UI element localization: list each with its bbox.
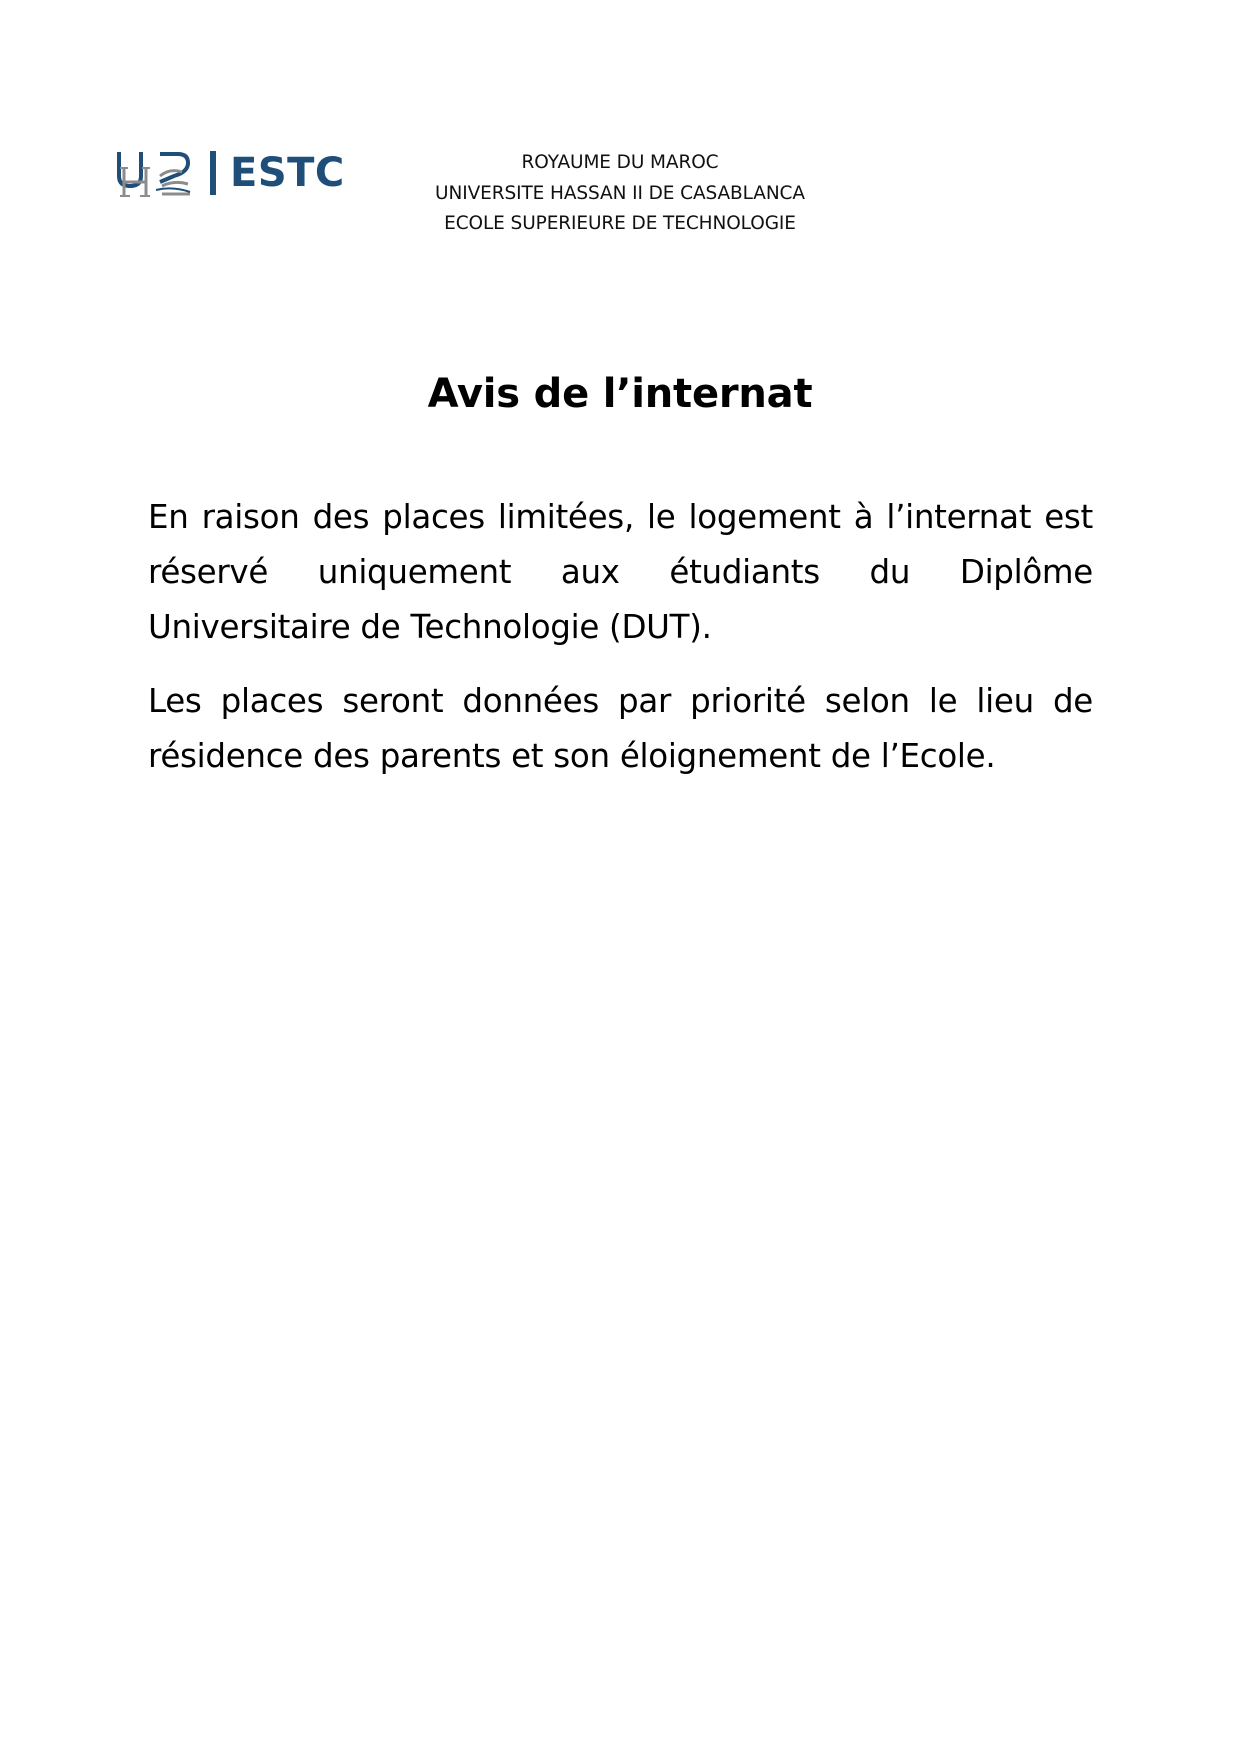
school-logo [116,146,345,200]
institution-line-country: ROYAUME DU MAROC [521,152,719,173]
notice-paragraph: Les places seront données par priorité selon le lieu de résidence des parents et son éloignement de l’Ecole. [148,682,1093,775]
notice-body [148,490,1093,803]
document-title: Avis de l’internat [427,371,813,417]
institution-line-school: ECOLE SUPERIEURE DE TECHNOLOGIE [444,213,796,234]
logo-separator [210,151,216,195]
uh2c-emblem-icon [116,146,198,200]
institution-line-university: UNIVERSITE HASSAN II DE CASABLANCA [435,182,805,204]
logo-text: ESTC [230,150,345,196]
institution-header [370,148,870,240]
notice-paragraph: En raison des places limitées, le logement à l’internat est réservé uniquement aux étudiants du Diplôme Universitaire de Technologie (DUT). [148,498,1093,646]
